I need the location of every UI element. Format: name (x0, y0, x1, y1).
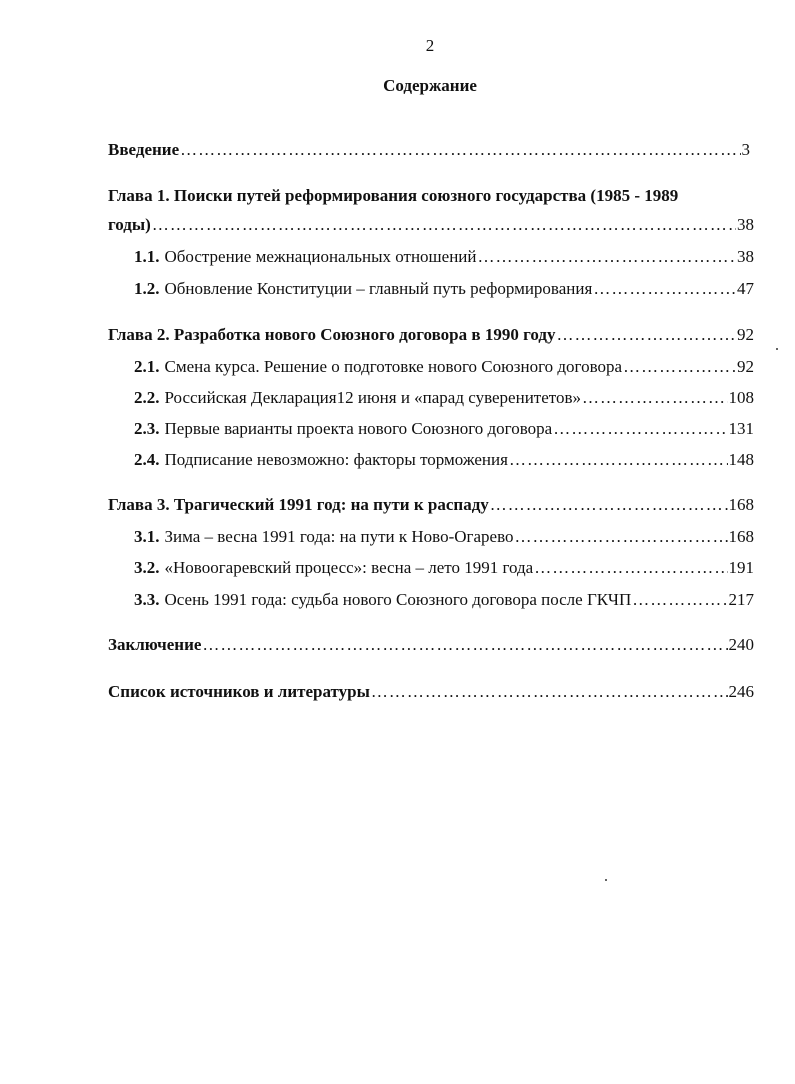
toc-entry-title: Введение (108, 140, 180, 159)
toc-entry-section (134, 527, 754, 547)
toc-entry-page: 168 (728, 495, 754, 514)
toc-entry-page: 47 (737, 279, 754, 298)
toc-entry-page: 168 (728, 527, 754, 546)
toc-entry-section (134, 279, 754, 299)
toc-section-number: 1.2. (134, 279, 160, 298)
toc-entry-section (134, 357, 754, 377)
toc-entry-page: 240 (728, 635, 754, 654)
toc-entry-title: годы) (108, 215, 151, 234)
toc-leader-dots (509, 450, 728, 470)
toc-entry-title: «Новоогаревский процесс»: весна – лето 1991 года (164, 558, 534, 577)
toc-entry-page: 3 (741, 140, 750, 159)
toc-entry-section (134, 419, 754, 439)
toc-title: Содержание (383, 76, 477, 95)
toc-entry-page: 92 (737, 357, 754, 376)
scan-speck (776, 348, 778, 350)
toc-entry-section (134, 558, 754, 578)
toc-leader-dots (371, 682, 728, 702)
toc-entry-section (134, 590, 754, 610)
toc-entry-section (134, 388, 754, 408)
scan-speck (605, 879, 607, 881)
toc-section-number: 3.2. (134, 558, 160, 577)
toc-entry-title: Российская Декларация12 июня и «парад суверенитетов» (164, 388, 581, 407)
toc-entry-title: Список источников и литературы (108, 682, 370, 701)
toc-entry-title: Заключение (108, 635, 202, 654)
toc-entry-section (134, 247, 754, 267)
toc-entry-title: Смена курса. Решение о подготовке нового Союзного договора (164, 357, 623, 376)
toc-leader-dots (593, 279, 736, 299)
toc-entry-page: 38 (737, 247, 754, 266)
toc-entry-page: 92 (737, 325, 754, 344)
toc-entry-page: 148 (728, 450, 754, 469)
toc-leader-dots (623, 357, 736, 377)
toc-entry-page: 191 (728, 558, 754, 577)
toc-entry-title: Глава 2. Разработка нового Союзного договора в 1990 году (108, 325, 556, 344)
toc-leader-dots (582, 388, 728, 408)
toc-entry-chapter1 (108, 215, 754, 235)
toc-entry-conclusion (108, 635, 754, 655)
toc-entry-title: Обновление Конституции – главный путь реформирования (164, 279, 593, 298)
toc-leader-dots (490, 495, 728, 515)
toc-section-number: 2.1. (134, 357, 160, 376)
toc-entry-page: 217 (728, 590, 754, 609)
toc-section-number: 2.4. (134, 450, 160, 469)
toc-entry-page: 131 (728, 419, 754, 438)
toc-leader-dots (478, 247, 737, 267)
toc-entry-title: Осень 1991 года: судьба нового Союзного договора после ГКЧП (164, 590, 632, 609)
toc-leader-dots (152, 215, 736, 235)
toc-entry-page: 38 (737, 215, 754, 234)
toc-section-number: 3.3. (134, 590, 160, 609)
toc-leader-dots (202, 635, 727, 655)
toc-leader-dots (556, 325, 736, 345)
toc-entry-title: Подписание невозможно: факторы торможения (164, 450, 508, 469)
toc-entry-chapter3 (108, 495, 754, 515)
toc-entry-chapter2 (108, 325, 754, 345)
toc-leader-dots (553, 419, 727, 439)
toc-entry-title: Зима – весна 1991 года: на пути к Ново-Огарево (164, 527, 514, 546)
toc-entry-title: Глава 3. Трагический 1991 год: на пути к распаду (108, 495, 489, 514)
toc-entry-page: 108 (728, 388, 754, 407)
page-number: 2 (425, 36, 435, 55)
toc-leader-dots (515, 527, 728, 547)
toc-leader-dots (632, 590, 727, 610)
toc-entry-introduction (108, 140, 750, 160)
toc-section-number: 2.2. (134, 388, 160, 407)
chapter1-title-line1: Глава 1. Поиски путей реформирования союзного государства (1985 - 1989 (108, 186, 679, 205)
toc-section-number: 3.1. (134, 527, 160, 546)
toc-entry-section (134, 450, 754, 470)
toc-section-number: 1.1. (134, 247, 160, 266)
toc-leader-dots (180, 140, 740, 160)
toc-section-number: 2.3. (134, 419, 160, 438)
toc-entry-bibliography (108, 682, 754, 702)
toc-entry-title: Обострение межнациональных отношений (164, 247, 477, 266)
toc-leader-dots (534, 558, 727, 578)
toc-entry-title: Первые варианты проекта нового Союзного договора (164, 419, 553, 438)
toc-entry-page: 246 (728, 682, 754, 701)
